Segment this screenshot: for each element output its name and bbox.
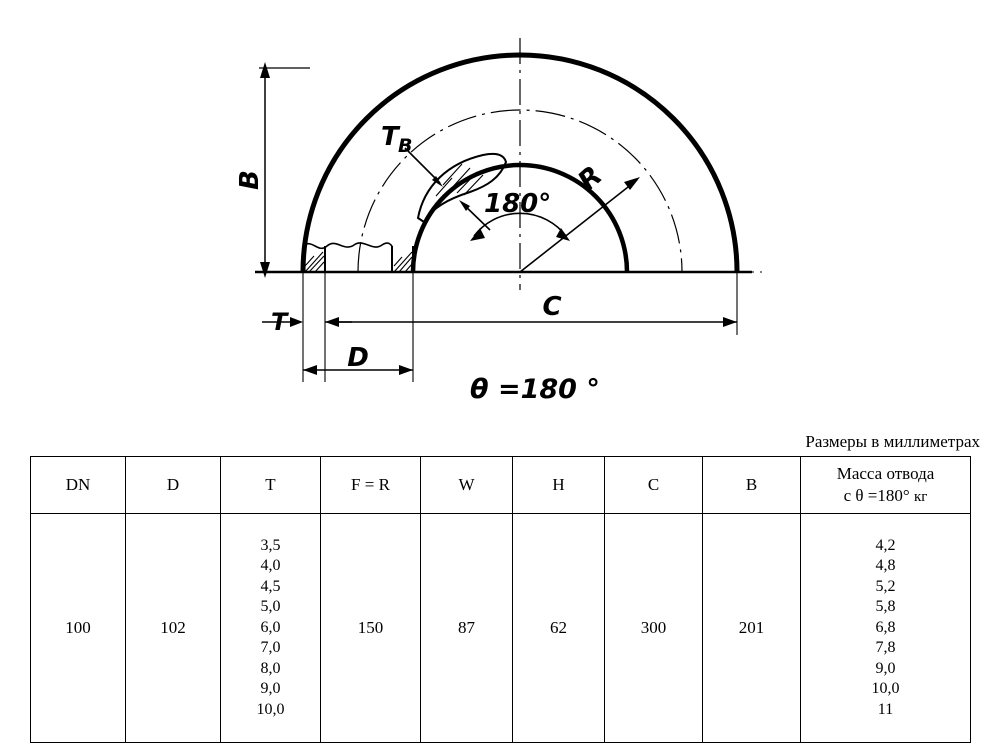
dim-label-t-b-sub: B	[398, 135, 413, 157]
header-mass-line1: Масса отвода	[836, 463, 935, 483]
cell-t-value-6: 8,0	[260, 659, 281, 677]
cell-t-value-5: 7,0	[260, 639, 281, 657]
header-mass-line2: с θ =180°	[843, 485, 910, 505]
cell-t-value-8: 10,0	[256, 700, 285, 718]
cell-mass-value-5: 7,8	[875, 639, 896, 657]
header-b: B	[703, 457, 801, 514]
header-t: T	[221, 457, 321, 514]
header-mass-unit: кг	[913, 488, 928, 505]
header-dn: DN	[31, 457, 126, 514]
cell-d: 102	[126, 514, 221, 743]
cell-t-value-7: 9,0	[260, 680, 281, 698]
cell-mass-value-4: 6,8	[875, 618, 896, 636]
cell-w: 87	[421, 514, 513, 743]
dimensions-table	[30, 456, 971, 743]
cell-c: 300	[605, 514, 703, 743]
cell-b: 201	[703, 514, 801, 743]
header-h: H	[513, 457, 605, 514]
cell-h: 62	[513, 514, 605, 743]
dim-label-t: T	[271, 308, 288, 336]
table-row	[31, 514, 971, 743]
cell-mass-value-8: 11	[877, 700, 894, 718]
cell-t-list	[221, 514, 321, 743]
cell-mass-value-2: 5,2	[875, 577, 896, 595]
cell-t-value-0: 3,5	[260, 536, 281, 554]
cell-mass-value-1: 4,8	[875, 557, 896, 575]
cell-t-value-1: 4,0	[260, 557, 281, 575]
dim-label-b: B	[235, 170, 265, 190]
cell-mass-list	[801, 514, 971, 743]
theta-label: θ =180 °	[470, 374, 600, 405]
cell-t-value-3: 5,0	[260, 598, 281, 616]
cell-t-value-2: 4,5	[260, 577, 281, 595]
dim-label-c: C	[542, 292, 562, 322]
header-d: D	[126, 457, 221, 514]
cell-mass-value-6: 9,0	[875, 659, 896, 677]
header-f-r: F = R	[321, 457, 421, 514]
cell-t-value-4: 6,0	[260, 618, 281, 636]
dim-label-t-b: T	[381, 122, 399, 152]
dim-label-d: D	[347, 343, 369, 373]
cell-f-r: 150	[321, 514, 421, 743]
header-mass	[801, 457, 971, 514]
cell-dn: 100	[31, 514, 126, 743]
angle-label-inner: 180°	[484, 189, 552, 219]
table-header-row	[31, 457, 971, 514]
header-w: W	[421, 457, 513, 514]
cell-mass-value-0: 4,2	[875, 536, 896, 554]
cell-mass-value-7: 10,0	[871, 680, 900, 698]
cell-mass-value-3: 5,8	[875, 598, 896, 616]
header-c: C	[605, 457, 703, 514]
units-note: Размеры в миллиметрах	[805, 432, 980, 451]
dim-label-r: R	[572, 160, 609, 198]
